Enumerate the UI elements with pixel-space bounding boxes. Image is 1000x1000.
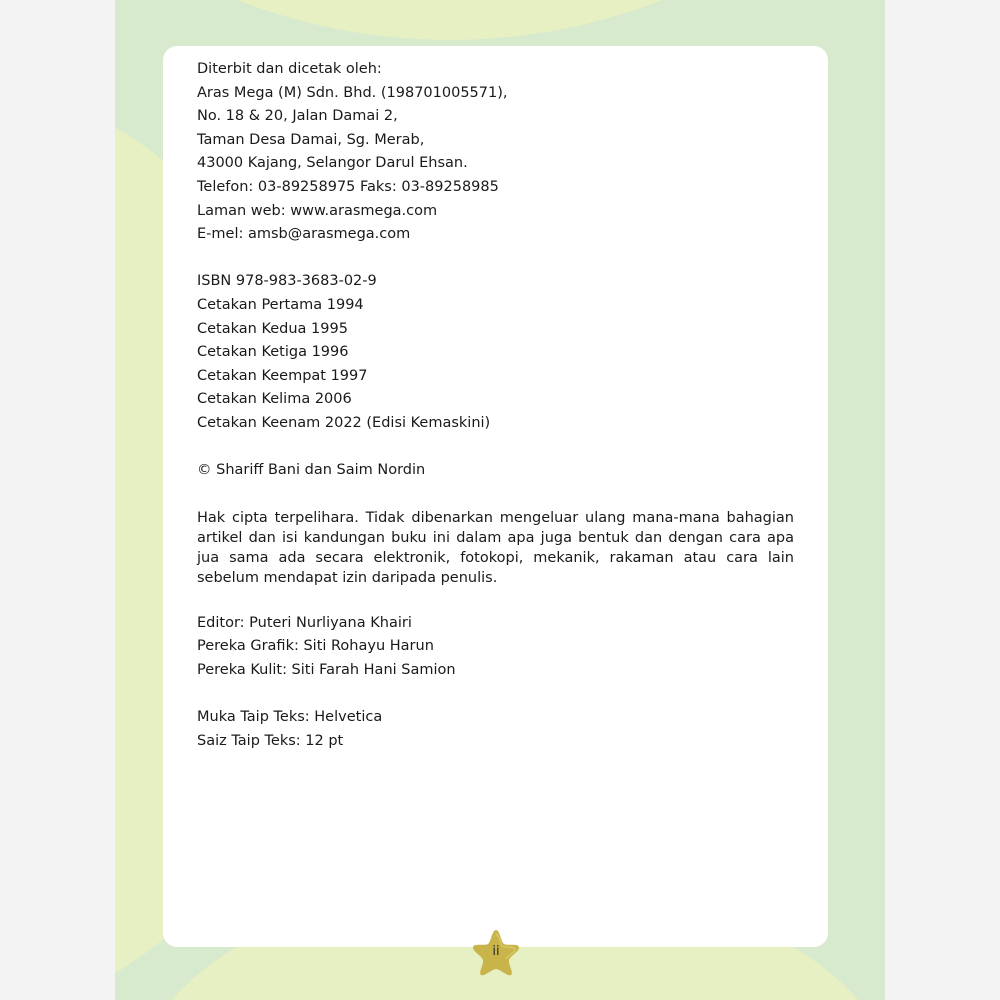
publisher-line: Aras Mega (M) Sdn. Bhd. (198701005571),	[197, 84, 508, 101]
publisher-line: 43000 Kajang, Selangor Darul Ehsan.	[197, 155, 468, 172]
credit-line: Pereka Grafik: Siti Rohayu Harun	[197, 638, 434, 655]
spacer	[197, 683, 794, 707]
publisher-line: No. 18 & 20, Jalan Damai 2,	[197, 108, 398, 125]
publisher-line: Laman web: www.arasmega.com	[197, 202, 438, 219]
publisher-line: Taman Desa Damai, Sg. Merab,	[197, 131, 425, 148]
typography-line: Saiz Taip Teks: 12 pt	[197, 732, 344, 749]
page-number: ii	[492, 944, 500, 959]
edition-line: Cetakan Pertama 1994	[197, 296, 364, 313]
typography-line: Muka Taip Teks: Helvetica	[197, 709, 383, 726]
publisher-line: Telefon: 03-89258975 Faks: 03-89258985	[197, 178, 499, 195]
printing-block	[197, 270, 794, 435]
typography-block	[197, 706, 794, 753]
isbn-line: ISBN 978-983-3683-02-9	[197, 273, 377, 290]
publisher-line: E-mel: amsb@arasmega.com	[197, 226, 411, 243]
edition-line: Cetakan Ketiga 1996	[197, 344, 349, 361]
rights-notice: Hak cipta terpelihara. Tidak dibenarkan mengeluar ulang mana-mana bahagian artikel dan isi kandungan buku ini dalam apa juga bentuk dan dengan cara apa jua sama ada secara elektronik, fotokopi, mekanik, rakaman atau cara lain sebelum mendapat izin daripada penulis.	[197, 510, 794, 587]
spacer	[197, 436, 794, 460]
decorative-blob-top	[115, 0, 885, 40]
credits-block	[197, 612, 794, 683]
publisher-block	[197, 58, 794, 247]
edition-line: Cetakan Kedua 1995	[197, 320, 348, 337]
spacer	[197, 247, 794, 271]
edition-line: Cetakan Kelima 2006	[197, 391, 352, 408]
credit-line: Pereka Kulit: Siti Farah Hani Samion	[197, 662, 456, 679]
spacer	[197, 483, 794, 507]
publisher-line: Diterbit dan dicetak oleh:	[197, 61, 382, 77]
edition-line: Cetakan Keempat 1997	[197, 367, 368, 384]
spacer	[197, 588, 794, 612]
copyright-line: © Shariff Bani dan Saim Nordin	[197, 462, 426, 479]
credit-line: Editor: Puteri Nurliyana Khairi	[197, 614, 412, 631]
copyright-page-content	[197, 58, 794, 753]
edition-line: Cetakan Keenam 2022 (Edisi Kemaskini)	[197, 414, 491, 431]
